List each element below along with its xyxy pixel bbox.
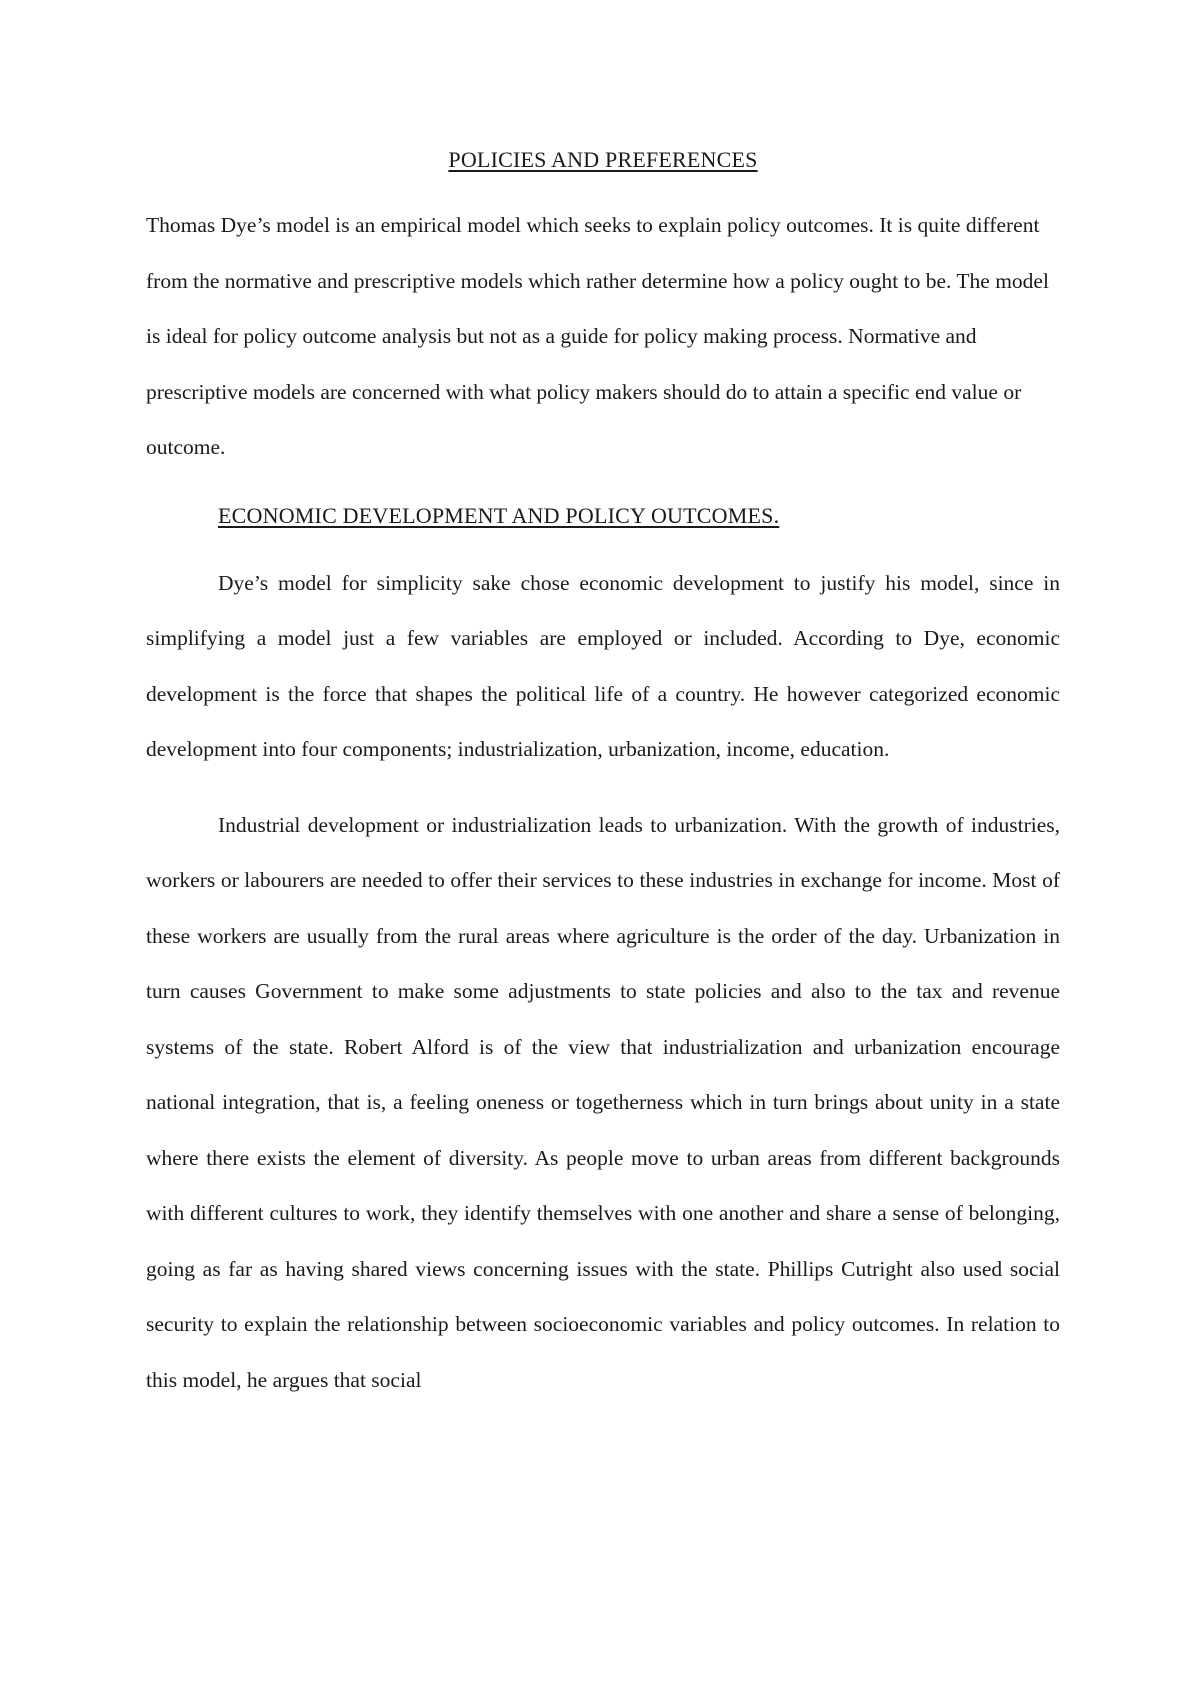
- body-paragraph-1: Dye’s model for simplicity sake chose economic development to justify his model, since in simplifying a model just a few variables are employed or included. According to Dye, economic development is the force that shapes the political life of a country. He however categorized economic development into four components; industrialization, urbanization, income, education.: [146, 570, 1060, 761]
- document-body: [146, 138, 1060, 1408]
- paragraph-spacer: [146, 778, 1060, 798]
- section-heading: ECONOMIC DEVELOPMENT AND POLICY OUTCOMES.: [218, 502, 780, 528]
- document-title: POLICIES AND PREFERENCES: [448, 147, 758, 172]
- intro-paragraph: Thomas Dye’s model is an empirical model which seeks to explain policy outcomes. It is quite different from the normative and prescriptive models which rather determine how a policy ought to be. The model is ideal for policy outcome analysis but not as a guide for policy making process. Normative and prescriptive models are concerned with what policy makers should do to attain a specific end value or outcome.: [146, 213, 1049, 459]
- body-paragraph-2: Industrial development or industrialization leads to urbanization. With the growth of industries, workers or labourers are needed to offer their services to these industries in exchange for income. Most of these workers are usually from the rural areas where agriculture is the order of the day. Urbanization in turn causes Government to make some adjustments to state policies and also to the tax and revenue systems of the state. Robert Alford is of the view that industrialization and urbanization encourage national integration, that is, a feeling oneness or togetherness which in turn brings about unity in a state where there exists the element of diversity. As people move to urban areas from different backgrounds with different cultures to work, they identify themselves with one another and share a sense of belonging, going as far as having shared views concerning issues with the state. Phillips Cutright also used social security to explain the relationship between socioeconomic variables and policy outcomes. In relation to this model, he argues that social: [146, 812, 1060, 1392]
